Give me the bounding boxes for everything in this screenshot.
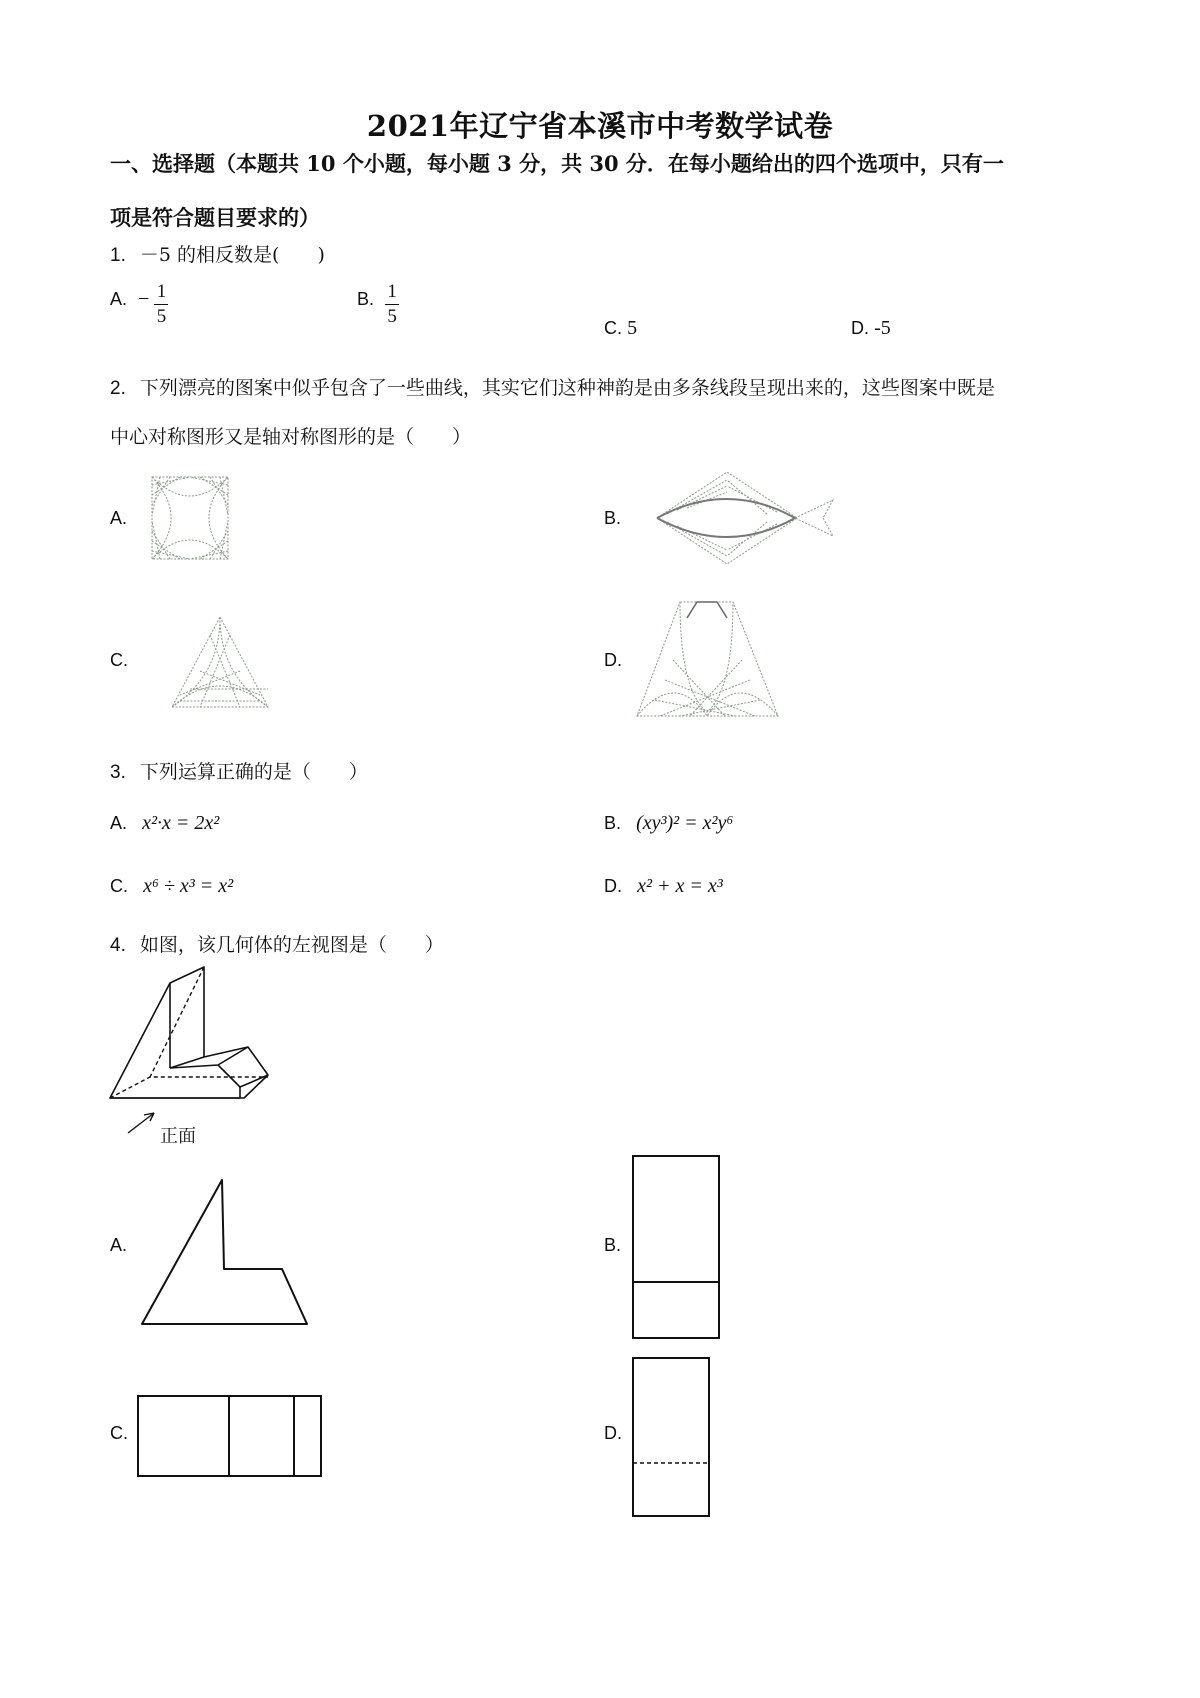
question-text: －5 的相反数是( ) — [139, 244, 325, 266]
fraction — [385, 280, 399, 329]
view-option-c-shape[interactable] — [137, 1395, 323, 1479]
denominator: 5 — [156, 306, 167, 327]
question-4 — [110, 930, 444, 957]
option-label: C. — [604, 318, 622, 338]
page-title: 2021年辽宁省本溪市中考数学试卷 — [366, 109, 834, 143]
option-label: D. — [604, 876, 622, 896]
denominator: 5 — [387, 306, 397, 327]
question-3 — [110, 757, 368, 784]
option-label: A. — [110, 289, 128, 309]
section-heading-line1: 一、选择题（本题共 10 个小题，每小题 3 分，共 30 分．在每小题给出的四个选项中，只有一 — [110, 151, 1004, 176]
option-label: A. — [110, 813, 128, 833]
q4-option-d-label[interactable]: D. — [604, 1423, 622, 1443]
option-value: -5 — [874, 317, 891, 339]
question-number: 3. — [110, 762, 126, 783]
section-heading-line2: 项是符合题目要求的） — [110, 205, 320, 230]
q3-option-d[interactable] — [604, 875, 723, 898]
question-number: 1. — [110, 245, 126, 266]
q2-option-c-label[interactable]: C. — [110, 650, 128, 670]
front-label: 正面 — [160, 1126, 196, 1147]
numerator: 1 — [387, 281, 397, 302]
option-label: B. — [604, 813, 622, 833]
math-expression: x⁶ ÷ x³ = x² — [143, 875, 234, 897]
option-label: D. — [851, 318, 869, 338]
option-label: B. — [357, 289, 375, 309]
q2-option-b-label[interactable]: B. — [604, 508, 622, 528]
q3-option-b[interactable] — [604, 812, 733, 835]
option-label: C. — [110, 876, 128, 896]
q4-option-b-label[interactable]: B. — [604, 1235, 622, 1255]
minus-sign: − — [138, 288, 150, 310]
question-text-line1: 下列漂亮的图案中似乎包含了一些曲线，其实它们这种神韵是由多条线段呈现出来的，这些图案中既是 — [139, 377, 995, 399]
q3-option-c[interactable] — [110, 875, 233, 898]
math-expression: (xy³)² = x²y⁶ — [636, 812, 734, 834]
geometric-solid-figure — [108, 965, 283, 1135]
q2-option-d-label[interactable]: D. — [604, 650, 622, 670]
view-option-d-shape[interactable] — [632, 1357, 712, 1519]
q2-option-a-label[interactable]: A. — [110, 508, 128, 528]
q1-option-d[interactable] — [851, 317, 891, 340]
q3-option-a[interactable] — [110, 812, 219, 835]
numerator: 1 — [156, 281, 167, 302]
question-2 — [110, 373, 1100, 449]
fish-line-pattern-icon[interactable] — [655, 470, 835, 566]
question-number: 4. — [110, 935, 126, 956]
question-text: 如图，该几何体的左视图是（ ） — [139, 934, 444, 956]
math-expression: x²·x = 2x² — [142, 812, 220, 834]
question-text: 下列运算正确的是（ ） — [139, 761, 368, 783]
math-expression: x² + x = x³ — [637, 875, 723, 897]
q1-option-a[interactable] — [110, 280, 168, 329]
question-text-line2: 中心对称图形又是轴对称图形的是（ ） — [110, 426, 472, 448]
q4-option-c-label[interactable]: C. — [110, 1423, 128, 1443]
q1-option-c[interactable] — [604, 317, 637, 340]
option-value: 5 — [627, 317, 638, 339]
square-line-pattern-icon[interactable] — [150, 475, 230, 561]
view-option-b-shape[interactable] — [632, 1155, 722, 1341]
q4-option-a-label[interactable]: A. — [110, 1235, 128, 1255]
section-heading — [110, 137, 1100, 245]
trapezoid-line-pattern-icon[interactable] — [635, 600, 780, 718]
question-number: 2. — [110, 378, 126, 399]
q1-option-b[interactable] — [357, 280, 399, 329]
question-1 — [110, 240, 325, 267]
fraction — [154, 280, 168, 329]
view-option-a-shape[interactable] — [140, 1178, 310, 1328]
triangle-line-pattern-icon[interactable] — [170, 615, 270, 709]
